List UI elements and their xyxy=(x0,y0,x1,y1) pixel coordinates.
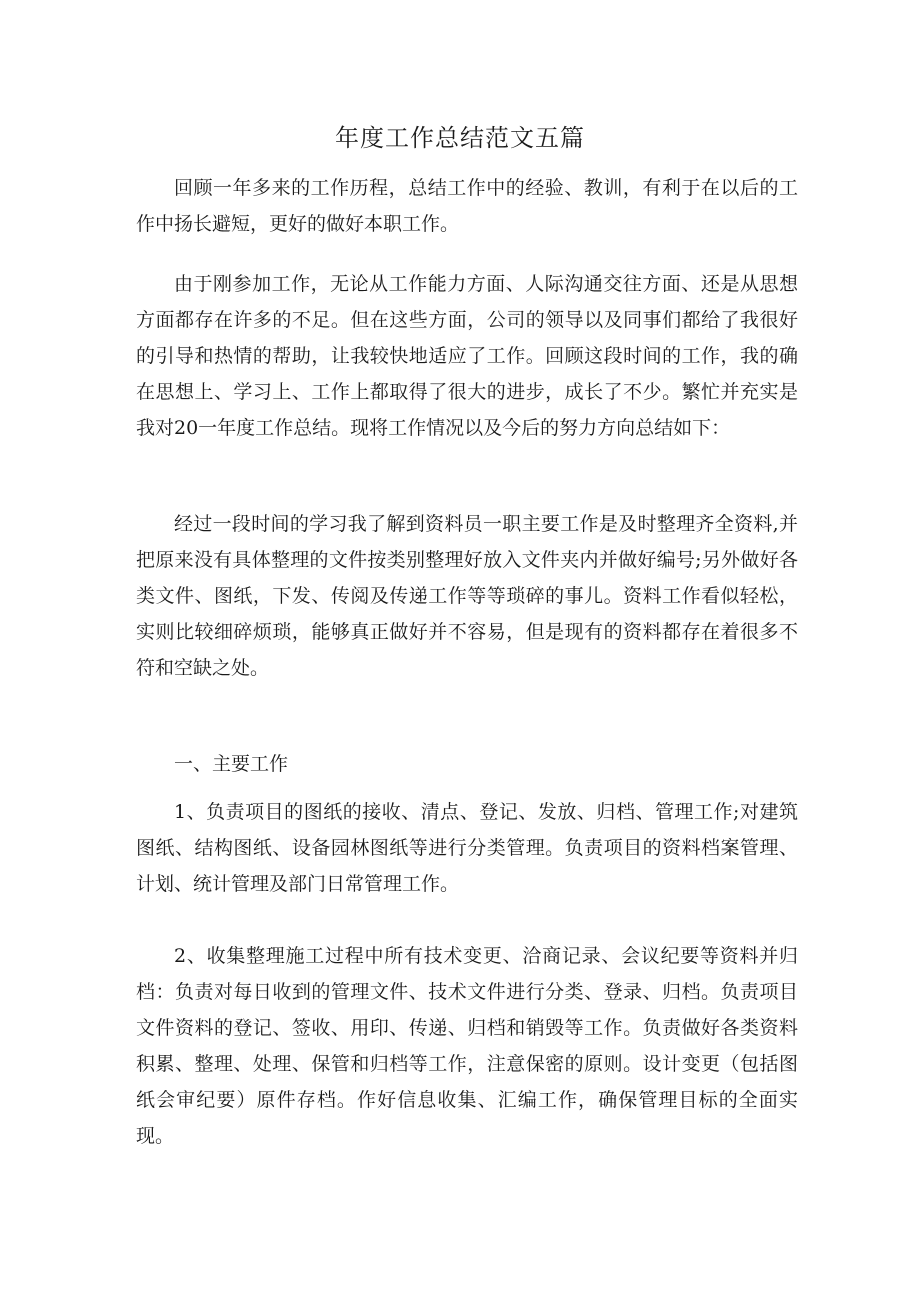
document-title: 年度工作总结范文五篇 xyxy=(335,124,585,152)
paragraph-item-2: 2、收集整理施工过程中所有技术变更、洽商记录、会议纪要等资料并归档：负责对每日收到的管理文件、技术文件进行分类、登录、归档。负责项目文件资料的登记、签收、用印、传递、归档和销毁等工作。负责做好各类资料积累、整理、处理、保管和归档等工作，注意保密的原则。设计变更（包括图纸会审纪要）原件存档。作好信息收集、汇编工作，确保管理目标的全面实现。 xyxy=(136,945,798,1147)
paragraph-item-1: 1、负责项目的图纸的接收、清点、登记、发放、归档、管理工作;对建筑图纸、结构图纸、设备园林图纸等进行分类管理。负责项目的资料档案管理、计划、统计管理及部门日常管理工作。 xyxy=(136,801,798,895)
paragraph-background: 由于刚参加工作，无论从工作能力方面、人际沟通交往方面、还是从思想方面都存在许多的不足。但在这些方面，公司的领导以及同事们都给了我很好的引导和热情的帮助，让我较快地适应了工作。回顾这段时间的工作，我的确在思想上、学习上、工作上都取得了很大的进步，成长了不少。繁忙并充实是我对20一年度工作总结。现将工作情况以及今后的努力方向总结如下： xyxy=(136,273,798,439)
paragraph-intro: 回顾一年多来的工作历程，总结工作中的经验、教训，有利于在以后的工作中扬长避短，更好的做好本职工作。 xyxy=(136,177,798,235)
section-heading-main-work: 一、主要工作 xyxy=(174,753,289,775)
paragraph-role: 经过一段时间的学习我了解到资料员一职主要工作是及时整理齐全资料,并把原来没有具体整理的文件按类别整理好放入文件夹内并做好编号;另外做好各类文件、图纸，下发、传阅及传递工作等等琐碎的事儿。资料工作看似轻松，实则比较细碎烦琐，能够真正做好并不容易，但是现有的资料都存在着很多不符和空缺之处。 xyxy=(136,513,798,679)
